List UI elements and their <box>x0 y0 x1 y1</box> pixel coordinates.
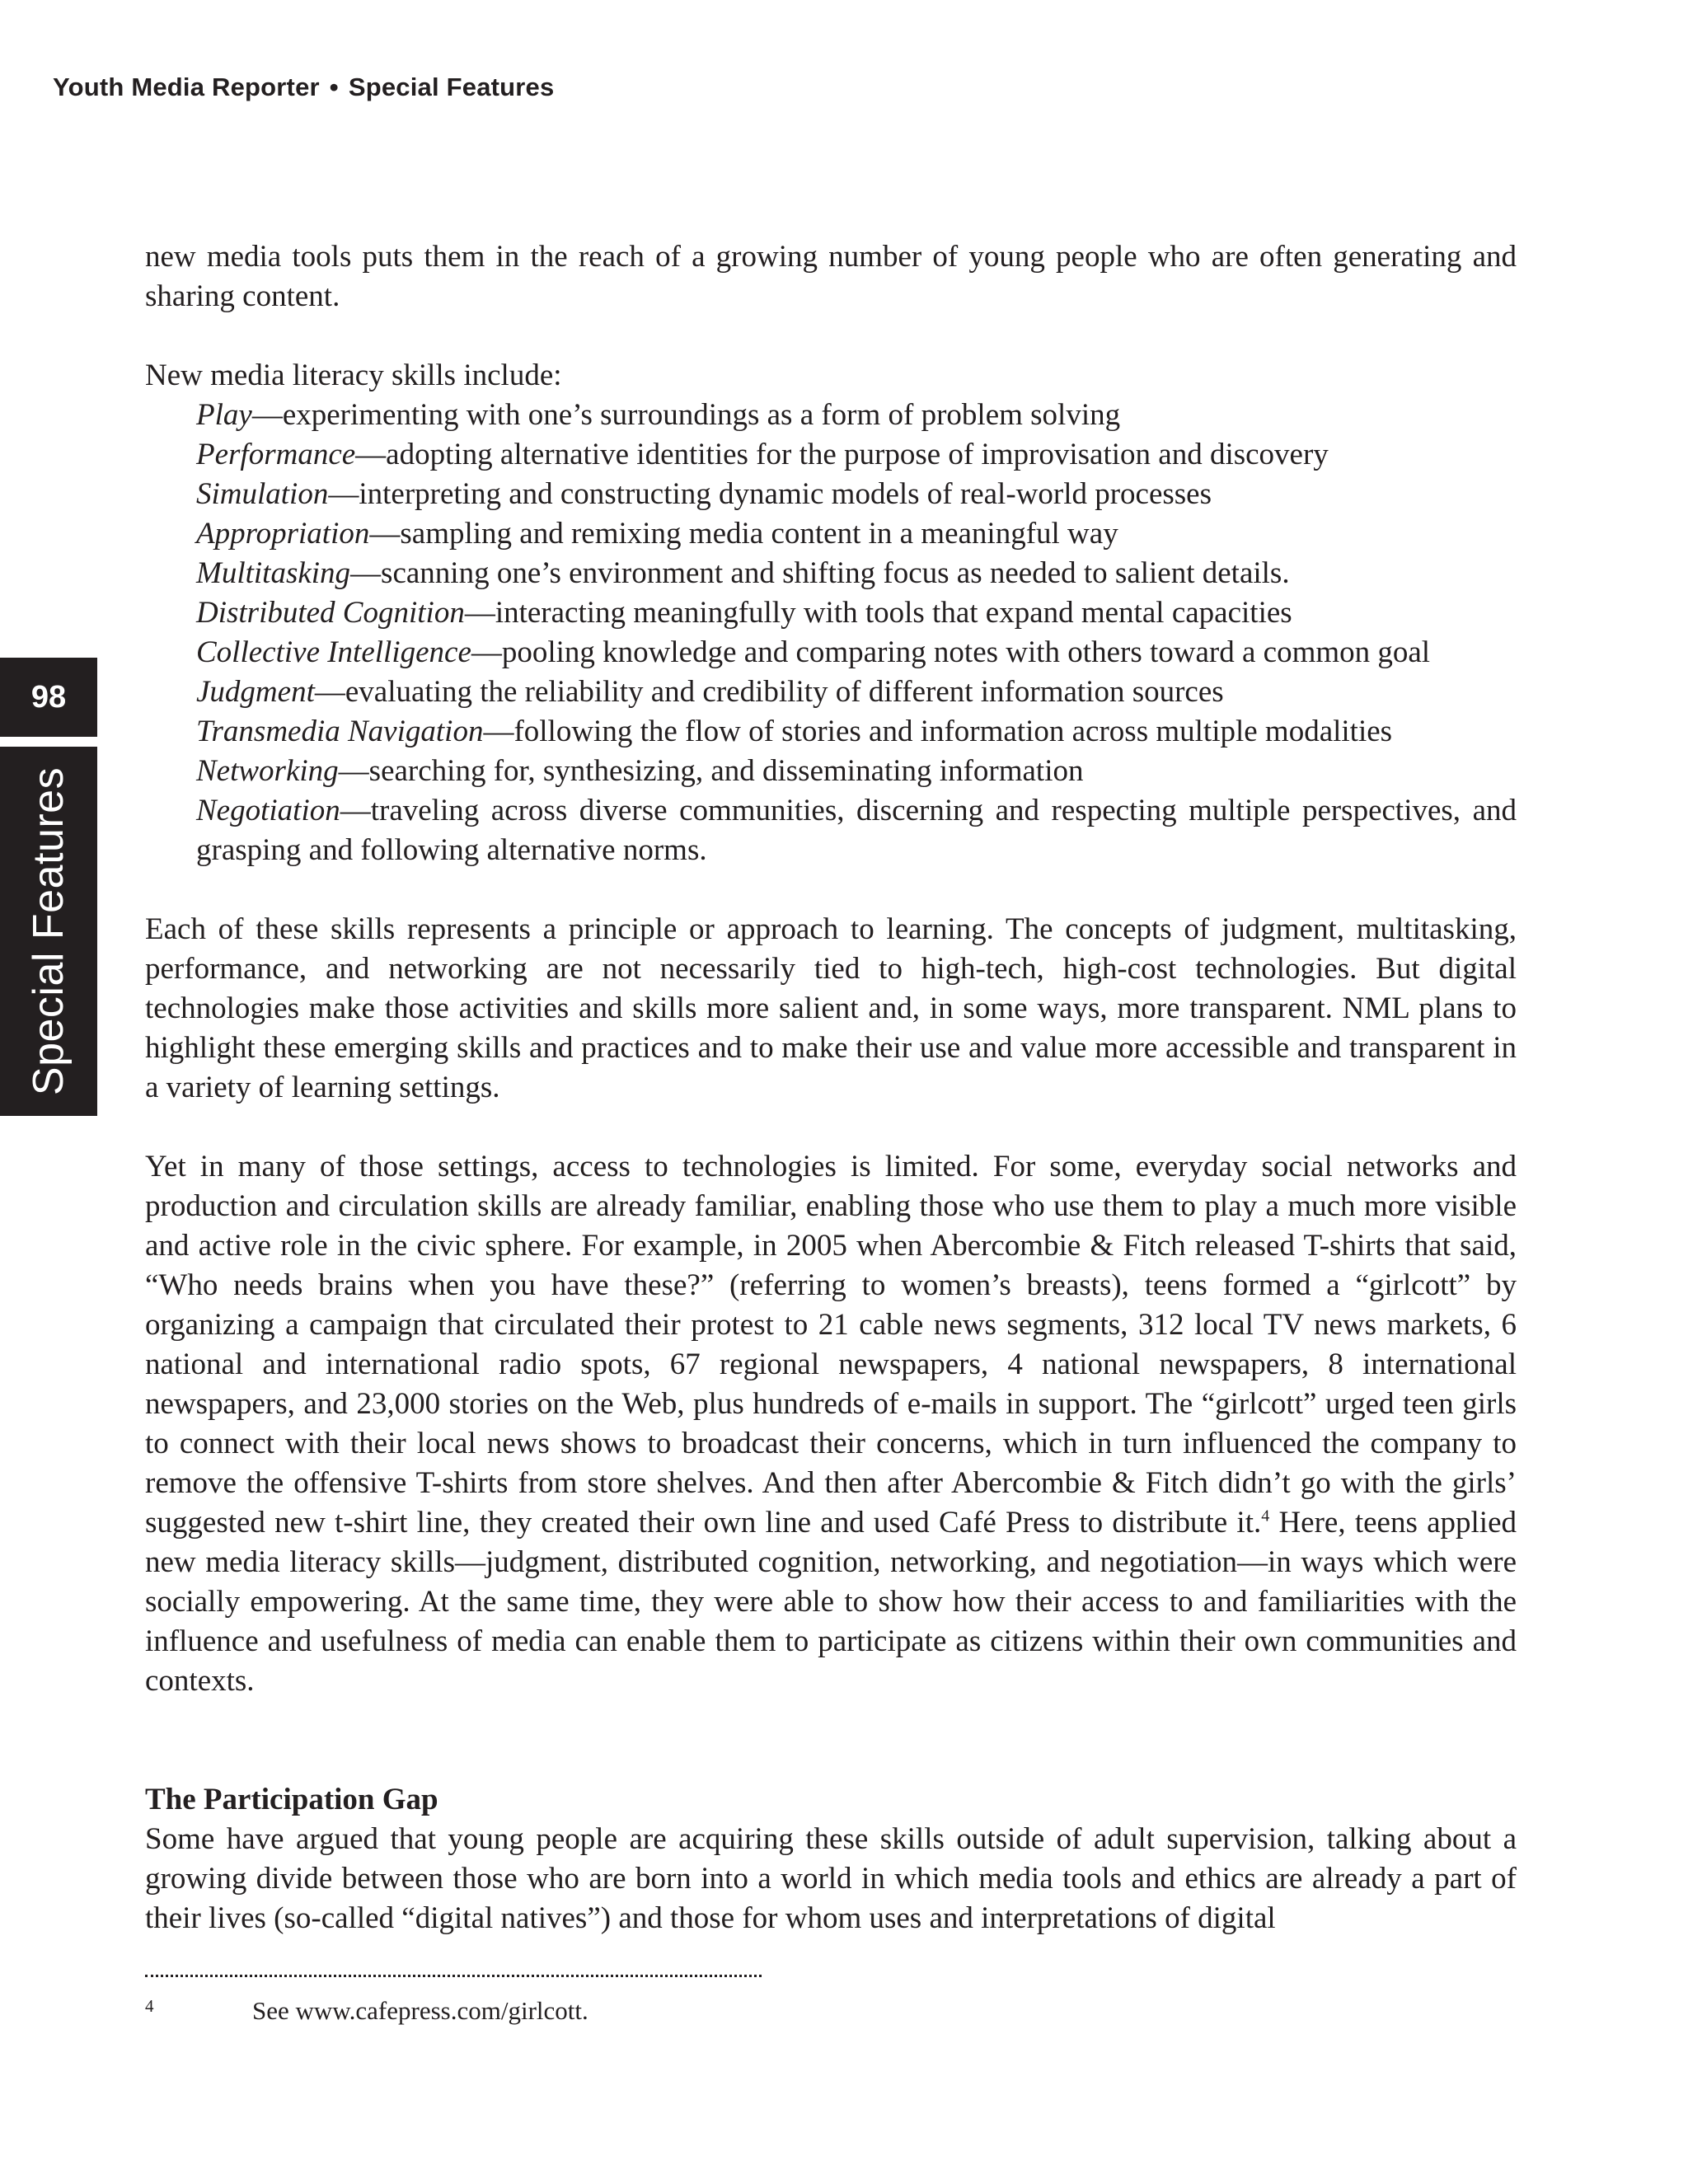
skill-description: —searching for, synthesizing, and disseminating information <box>338 754 1084 788</box>
footnote-divider <box>145 1975 762 1977</box>
access-paragraph-continued: Here, teens applied new media literacy skills—judgment, distributed cognition, networking, and negotiation—in ways which were socially empowering. At the same time, they were able to show how their access to and familiarities with the influence and usefulness of media can enable them to participate as citizens within their own communities and contexts. <box>145 1506 1517 1698</box>
page-number: 98 <box>30 679 67 715</box>
skill-description: —sampling and remixing media content in a meaningful way <box>369 517 1118 551</box>
skills-principle-paragraph: Each of these skills represents a principle or approach to learning. The concepts of judgment, multitasking, performance, and networking are not necessarily tied to high-tech, high-cost technologies. But digital technologies make those activities and skills more salient and, in some ways, more transparent. NML plans to highlight these emerging skills and practices and to make their use and value more accessible and transparent in a variety of learning settings. <box>145 912 1517 1104</box>
access-paragraph <box>145 1147 1517 1701</box>
participation-gap-paragraph: Some have argued that young people are acquiring these skills outside of adult supervision, talking about a growing divide between those who are born into a world in which media tools and ethics are already a part of their lives (so-called “digital natives”) and those for whom uses and interpretations of digital <box>145 1822 1517 1935</box>
section-tab <box>0 747 97 1116</box>
skills-list <box>145 396 1517 870</box>
skill-term: Negotiation <box>196 794 340 827</box>
skill-item <box>196 633 1517 673</box>
header-separator: • <box>329 73 339 101</box>
skill-item <box>196 791 1517 870</box>
skill-description: —experimenting with one’s surroundings as a form of problem solving <box>251 398 1121 432</box>
footnote-reference: 4 <box>1261 1507 1270 1526</box>
skill-item <box>196 673 1517 712</box>
skill-item <box>196 396 1517 435</box>
skill-description: —pooling knowledge and comparing notes with others toward a common goal <box>471 635 1431 669</box>
footnote-text: See www.cafepress.com/girlcott. <box>252 1996 588 2025</box>
section-tab-label: Special Features <box>25 766 73 1096</box>
page-number-tab <box>0 658 97 737</box>
skill-term: Transmedia Navigation <box>196 715 484 748</box>
footnote-number: 4 <box>145 1996 154 2016</box>
section-heading: The Participation Gap <box>145 1783 438 1816</box>
header-section-title: Special Features <box>348 73 555 101</box>
running-header <box>53 73 554 102</box>
skill-description: —interacting meaningfully with tools that expand mental capacities <box>464 596 1292 630</box>
skill-term: Play <box>196 398 252 432</box>
article-body <box>145 237 1517 1938</box>
skill-description: —scanning one’s environment and shifting focus as needed to salient details. <box>350 556 1290 590</box>
skill-term: Collective Intelligence <box>196 635 471 669</box>
intro-paragraph: new media tools puts them in the reach of a growing number of young people who are often generating and sharing content. <box>145 240 1517 313</box>
access-paragraph-text: Yet in many of those settings, access to technologies is limited. For some, everyday social networks and production and circulation skills are already familiar, enabling those who use them to play a much more visible and active role in the civic sphere. For example, in 2005 when Abercombie & Fitch released T-shirts that said, “Who needs brains when you have these?” (referring to women’s breasts), teens formed a “girlcott” by organizing a campaign that circulated their protest to 21 cable news segments, 312 local TV news markets, 6 national and international radio spots, 67 regional newspapers, 4 national newspapers, 8 international newspapers, and 23,000 stories on the Web, plus hundreds of e-mails in support. The “girlcott” urged teen girls to connect with their local news shows to broadcast their concerns, which in turn influenced the company to remove the offensive T-shirts from store shelves. And then after Abercombie & Fitch didn’t go with the girls’ suggested new t-shirt line, they created their own line and used Café Press to distribute it. <box>145 1150 1517 1540</box>
skill-term: Judgment <box>196 675 315 709</box>
skill-item <box>196 554 1517 593</box>
skill-term: Appropriation <box>196 517 370 551</box>
skill-item <box>196 752 1517 791</box>
skill-item <box>196 593 1517 633</box>
skill-item <box>196 712 1517 752</box>
skill-description: —following the flow of stories and information across multiple modalities <box>483 715 1393 748</box>
skill-term: Multitasking <box>196 556 351 590</box>
skill-term: Distributed Cognition <box>196 596 465 630</box>
skill-item <box>196 435 1517 475</box>
skills-intro: New media literacy skills include: <box>145 359 562 392</box>
skill-term: Networking <box>196 754 339 788</box>
skill-description: —evaluating the reliability and credibility of different information sources <box>314 675 1224 709</box>
skill-item <box>196 475 1517 514</box>
skill-term: Simulation <box>196 477 329 511</box>
skill-description: —interpreting and constructing dynamic models of real-world processes <box>328 477 1212 511</box>
skill-description: —traveling across diverse communities, discerning and respecting multiple perspectives, and grasping and following alternative norms. <box>196 794 1517 867</box>
skill-term: Performance <box>196 438 356 471</box>
publication-title: Youth Media Reporter <box>53 73 320 101</box>
skill-item <box>196 514 1517 554</box>
skill-description: —adopting alternative identities for the purpose of improvisation and discovery <box>355 438 1329 471</box>
